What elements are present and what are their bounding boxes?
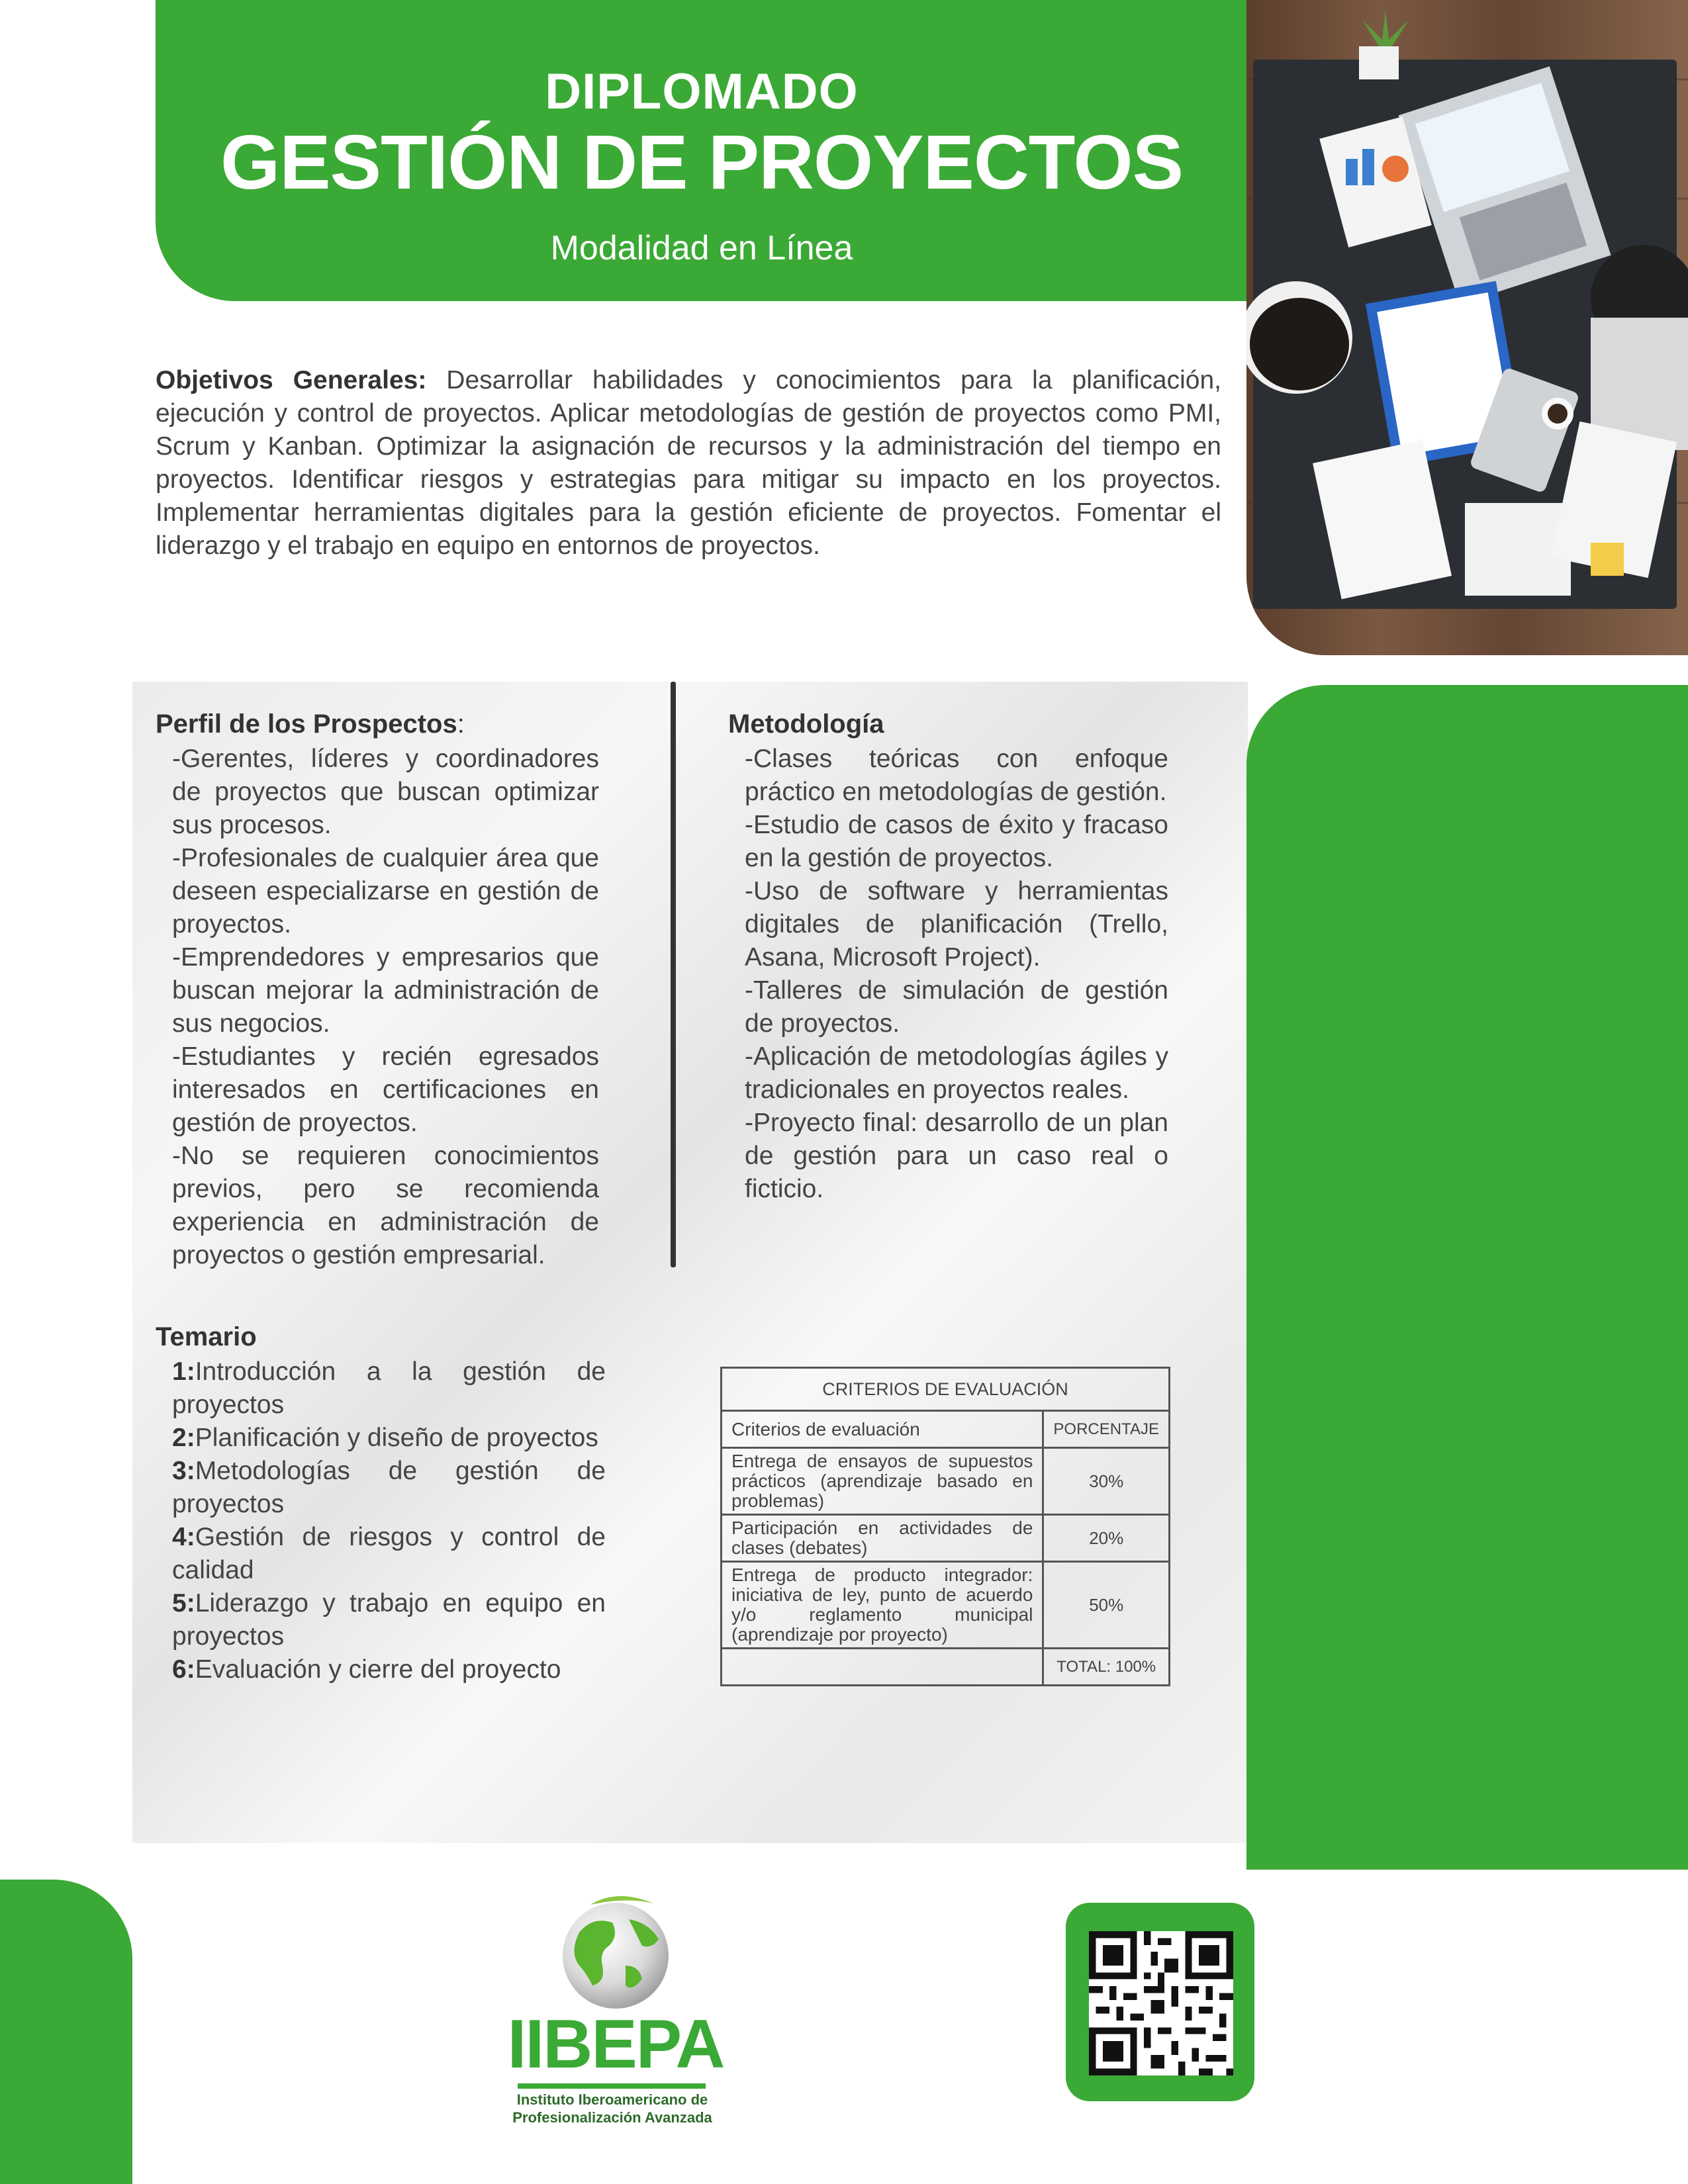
item-number: 3:	[172, 1457, 195, 1485]
table-caption-row	[722, 1368, 1170, 1411]
page-title: GESTIÓN DE PROYECTOS	[220, 119, 1183, 205]
list-item: -Uso de software y herramientas digitales de planificación (Trello, Asana, Microsoft Project).	[745, 877, 1168, 972]
column-divider	[671, 682, 676, 1267]
item-number: 4:	[172, 1523, 195, 1551]
temario-title: Temario	[156, 1322, 257, 1351]
item-number: 1:	[172, 1357, 195, 1386]
metodologia-title: Metodología	[728, 709, 884, 739]
list-item: -Proyecto final: desarrollo de un plan de gestión para un caso real o ficticio.	[745, 1109, 1168, 1203]
list-item	[172, 1587, 606, 1653]
list-item	[172, 1355, 606, 1422]
list-item: -Emprendedores y empresarios que buscan mejorar la administración de sus negocios.	[172, 943, 599, 1038]
total-cell	[1043, 1649, 1170, 1686]
metodologia-list	[745, 743, 1168, 1206]
list-item	[172, 1653, 606, 1686]
list-item: -Gerentes, líderes y coordinadores de proyectos que buscan optimizar sus procesos.	[172, 745, 599, 839]
office-desk-photo	[1246, 0, 1688, 655]
table-total-row	[722, 1649, 1170, 1686]
percent-cell: 30%	[1043, 1448, 1170, 1515]
logo-underline	[518, 2083, 706, 2089]
objectives-paragraph	[156, 364, 1221, 563]
side-green-band	[1246, 685, 1688, 1870]
item-text: Introducción a la gestión de proyectos	[172, 1357, 606, 1419]
criteria-cell: Entrega de producto integrador: iniciativa de ley, punto de acuerdo y/o reglamento municipal (aprendizaje por proyecto)	[722, 1562, 1043, 1649]
perfil-title-colon: :	[457, 709, 465, 739]
item-text: Liderazgo y trabajo en equipo en proyectos	[172, 1589, 606, 1651]
list-item: -Aplicación de metodologías ágiles y tradicionales en proyectos reales.	[745, 1042, 1168, 1104]
temario-list	[172, 1355, 606, 1686]
list-item: -Estudio de casos de éxito y fracaso en la gestión de proyectos.	[745, 811, 1168, 872]
table-row	[722, 1562, 1170, 1649]
title-diplomado: DIPLOMADO	[545, 64, 859, 120]
perfil-list	[172, 743, 599, 1272]
item-text: Gestión de riesgos y control de calidad	[172, 1523, 606, 1584]
list-item	[172, 1422, 606, 1455]
total-label: TOTAL:	[1056, 1657, 1111, 1676]
item-number: 2:	[172, 1424, 195, 1452]
item-text: Evaluación y cierre del proyecto	[195, 1655, 561, 1684]
list-item: -Estudiantes y recién egresados interesados en certificaciones en gestión de proyectos.	[172, 1042, 599, 1137]
percent-cell: 20%	[1043, 1515, 1170, 1562]
table-header-row	[722, 1411, 1170, 1448]
list-item	[172, 1455, 606, 1521]
logo-subtitle-line2: Profesionalización Avanzada	[512, 2109, 712, 2126]
column-header-criteria: Criterios de evaluación	[722, 1411, 1043, 1448]
logo-subtitle-line1: Instituto Iberoamericano de	[516, 2091, 708, 2108]
percent-cell: 50%	[1043, 1562, 1170, 1649]
bottom-green-corner	[0, 1880, 132, 2184]
total-value: 100%	[1111, 1657, 1156, 1676]
table-caption: CRITERIOS DE EVALUACIÓN	[722, 1368, 1170, 1411]
register-here-label[interactable]	[1248, 1902, 1288, 2105]
perfil-title	[156, 709, 465, 739]
objectives-label: Objetivos Generales:	[156, 366, 427, 394]
list-item: -Clases teóricas con enfoque práctico en metodologías de gestión.	[745, 745, 1168, 806]
register-text[interactable]: REGÍSTRATE AQUÍ	[1257, 1902, 1279, 2091]
item-text: Planificación y diseño de proyectos	[195, 1424, 598, 1452]
list-item: -No se requieren conocimientos previos, pero se recomienda experiencia en administración de proyectos o gestión empresarial.	[172, 1142, 599, 1269]
item-text: Metodologías de gestión de proyectos	[172, 1457, 606, 1518]
empty-cell	[722, 1649, 1043, 1686]
table-row	[722, 1515, 1170, 1562]
list-item	[172, 1521, 606, 1587]
perfil-title-text: Perfil de los Prospectos	[156, 709, 457, 739]
evaluation-table	[720, 1367, 1170, 1686]
objectives-text: Desarrollar habilidades y conocimientos para la planificación, ejecución y control de proyectos. Aplicar metodologías de gestión de proyectos como PMI, Scrum y Kanban. Optimizar la asignación de recursos y la administración del tiempo en proyectos. Identificar riesgos y estrategias para mitigar su impacto en los proyectos. Implementar herramientas digitales para la gestión eficiente de proyectos. Fomentar el liderazgo y el trabajo en equipo en entornos de proyectos.	[156, 366, 1221, 560]
criteria-cell: Participación en actividades de clases (debates)	[722, 1515, 1043, 1562]
criteria-cell: Entrega de ensayos de supuestos prácticos (aprendizaje basado en problemas)	[722, 1448, 1043, 1515]
logo-wordmark: IIBEPA	[507, 2006, 724, 2083]
column-header-percent: PORCENTAJE	[1043, 1411, 1170, 1448]
list-item: -Profesionales de cualquier área que deseen especializarse en gestión de proyectos.	[172, 844, 599, 938]
item-number: 6:	[172, 1655, 195, 1684]
item-number: 5:	[172, 1589, 195, 1617]
table-row	[722, 1448, 1170, 1515]
modality-subtitle: Modalidad en Línea	[550, 229, 853, 267]
qr-code-icon[interactable]	[1089, 1931, 1233, 2075]
list-item: -Talleres de simulación de gestión de proyectos.	[745, 976, 1168, 1038]
